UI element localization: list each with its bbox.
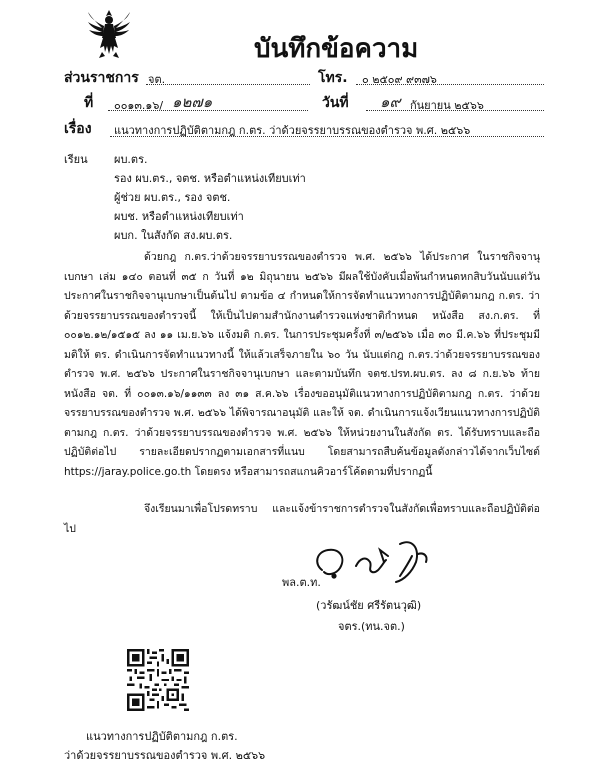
ref-dotted-line	[108, 110, 308, 111]
tel-dotted-line	[356, 84, 544, 85]
garuda-emblem-icon	[86, 8, 132, 62]
subject-label: เรื่อง	[64, 121, 92, 137]
date-day-handwritten: ๑๙	[380, 93, 401, 111]
date-dotted-line	[366, 110, 544, 111]
tel-value: ๐ ๒๕๐๙ ๙๓๗๖	[362, 73, 437, 86]
signatory-position: จตร.(ทน.จต.)	[338, 620, 405, 633]
agency-value: จต.	[148, 73, 166, 86]
subject-dotted-line	[110, 136, 544, 137]
ref-prefix: ๐๐๑๓.๑๖/	[114, 99, 164, 112]
tel-label: โทร.	[318, 70, 348, 86]
qr-caption-line1: แนวทางการปฏิบัติตามกฎ ก.ตร.	[86, 730, 238, 743]
memo-title: บันทึกข้อความ	[254, 34, 419, 64]
signatory-name: (วรัฒน์ชัย ศรีรัตนวุฒิ)	[316, 599, 422, 612]
date-label: วันที่	[322, 95, 349, 111]
body-paragraph-closing: จึงเรียนมาเพื่อโปรดทราบ และแจ้งข้าราชการตำรวจในสังกัดเพื่อทราบและถือปฏิบัติต่อไป	[64, 503, 540, 535]
addressee-line: ผบช. หรือตำแหน่งเทียบเท่า	[114, 210, 244, 223]
addressee-line: ผู้ช่วย ผบ.ตร., รอง จตช.	[114, 191, 231, 204]
addressee-line: ผบก. ในสังกัด สง.ผบ.ตร.	[114, 229, 233, 242]
body-paragraph-main: ด้วยกฎ ก.ตร.ว่าด้วยจรรยาบรรณของตำรวจ พ.ศ. ๒๕๖๖ ได้ประกาศ ในราชกิจจานุเบกษา เล่ม ๑๔๐ ตอนที่ ๓๕ ก วันที่ ๑๒ มิถุนายน ๒๕๖๖ มีผลใช้บังคับเมื่อพ้นกำหนดหกสิบวันนับแต่วันประกาศในราชกิจจานุเบกษาเป็นต้นไป ตามข้อ ๔ กำหนดให้การจัดทำแนวทางการปฏิบัติตามกฎ ก.ตร. ว่าด้วยจรรยาบรรณของตำรวจนี้ ให้เป็นไปตามสำนักงานตำรวจแห่งชาติกำหนด หนังสือ สง.ก.ตร. ที่ ๐๐๑๒.๑๒/๑๕๑๕ ลง ๑๑ เม.ย.๖๖ แจ้งมติ ก.ตร. ในการประชุมครั้งที่ ๓/๒๕๖๖ เมื่อ ๓๐ มี.ค.๖๖ ที่ประชุมมีมติให้ ตร. ดำเนินการจัดทำแนวทางนี้ ให้แล้วเสร็จภายใน ๖๐ วัน นับแต่กฎ ก.ตร.ว่าด้วยจรรยาบรรณของตำรวจ พ.ศ. ๒๕๖๖ ประกาศในราชกิจจานุเบกษา และตามบันทึก จตช.ปรท.ผบ.ตร. ลง ๘ ก.ย.๖๖ ท้ายหนังสือ จต. ที่ ๐๐๑๓.๑๖/๑๑๓๓ ลง ๓๑ ส.ค.๖๖ เรื่องขออนุมัติแนวทางการปฏิบัติตามกฎ ก.ตร. ว่าด้วยจรรยาบรรณของตำรวจ พ.ศ. ๒๕๖๖ ได้พิจารณาอนุมัติ และให้ จต. ดำเนินการแจ้งเวียนแนวทางการปฏิบัติตามกฎ ก.ตร. ว่าด้วยจรรยาบรรณของตำรวจ พ.ศ. ๒๕๖๖ ให้หน่วยงานในสังกัด ตร. ได้รับทราบและถือปฏิบัติต่อไป รายละเอียดปรากฏตามเอกสารที่แนบ โดยสามารถสืบค้นข้อมูลดังกล่าวได้จากเว็บไซต์ https://jaray.police.go.th โดยตรง หรือสามารถสแกนคิวอาร์โค้ดตามที่ปรากฏนี้	[64, 251, 540, 478]
ref-label: ที่	[84, 95, 94, 111]
addressee-line: รอง ผบ.ตร., จตช. หรือตำแหน่งเทียบเท่า	[114, 172, 306, 185]
agency-dotted-line	[146, 84, 310, 85]
qr-code-icon	[127, 649, 189, 711]
addressee-label: เรียน	[64, 153, 88, 166]
agency-label: ส่วนราชการ	[64, 70, 139, 86]
qr-caption-line2: ว่าด้วยจรรยาบรรณของตำรวจ พ.ศ. ๒๕๖๖	[64, 749, 266, 762]
ref-number-handwritten: ๑๒๗๑	[172, 93, 213, 111]
addressee-line: ผบ.ตร.	[114, 153, 148, 166]
handwritten-signature	[300, 536, 450, 588]
subject-value: แนวทางการปฏิบัติตามกฎ ก.ตร. ว่าด้วยจรรยาบรรณของตำรวจ พ.ศ. ๒๕๖๖	[114, 124, 471, 137]
date-month-year: กันยายน ๒๕๖๖	[410, 99, 484, 112]
signatory-rank: พล.ต.ท.	[282, 576, 321, 589]
